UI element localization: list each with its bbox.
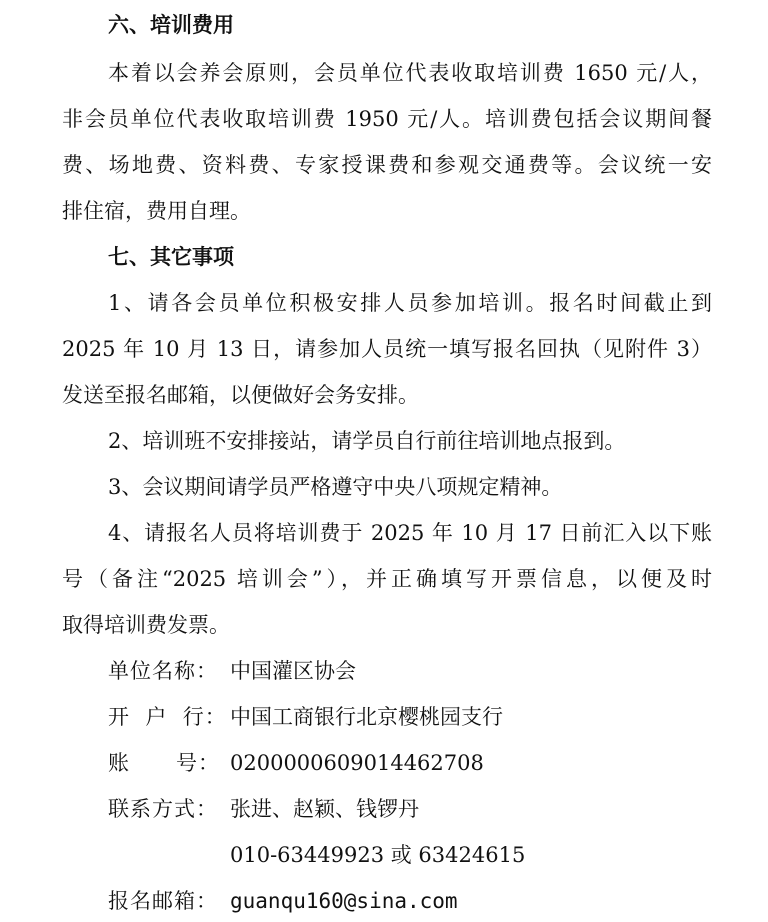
paragraph-line: 号（备注“2025 培训会”），并正确填写开票信息，以便及时 [62,567,712,591]
paragraph-line: 3、会议期间请学员严格遵守中央八项规定精神。 [108,475,563,499]
section-heading-other: 七、其它事项 [108,245,234,269]
account-number: 0200000609014462708 [230,751,484,775]
bank-value: 中国工商银行北京樱桃园支行 [230,705,503,729]
email-address[interactable]: guanqu160@sina.com [230,889,458,913]
bank-label: 开 户 行： [108,705,227,729]
paragraph-line: 2、培训班不安排接站，请学员自行前往培训地点报到。 [108,429,626,453]
contact-phone: 010-63449923 或 63424615 [230,843,526,867]
contact-names: 张进、赵颖、钱锣丹 [230,797,419,821]
paragraph-line: 4、请报名人员将培训费于 2025 年 10 月 17 日前汇入以下账 [108,521,712,545]
paragraph-line: 取得培训费发票。 [62,613,230,637]
paragraph-line: 费、场地费、资料费、专家授课费和参观交通费等。会议统一安 [62,153,712,177]
section-heading-fees: 六、培训费用 [108,13,234,37]
paragraph-line: 2025 年 10 月 13 日，请参加人员统一填写报名回执（见附件 3） [62,337,712,361]
paragraph-line: 排住宿，费用自理。 [62,199,251,223]
paragraph-line: 发送至报名邮箱，以便做好会务安排。 [62,383,419,407]
email-label: 报名邮箱： [108,889,218,913]
paragraph-line: 本着以会养会原则，会员单位代表收取培训费 1650 元/人， [108,61,712,85]
unit-value: 中国灌区协会 [230,659,356,683]
contact-label: 联系方式： [108,797,218,821]
account-label: 账 号： [108,751,221,775]
paragraph-line: 1、请各会员单位积极安排人员参加培训。报名时间截止到 [108,291,712,315]
paragraph-line: 非会员单位代表收取培训费 1950 元/人。培训费包括会议期间餐 [62,107,712,131]
unit-label: 单位名称： [108,659,218,683]
